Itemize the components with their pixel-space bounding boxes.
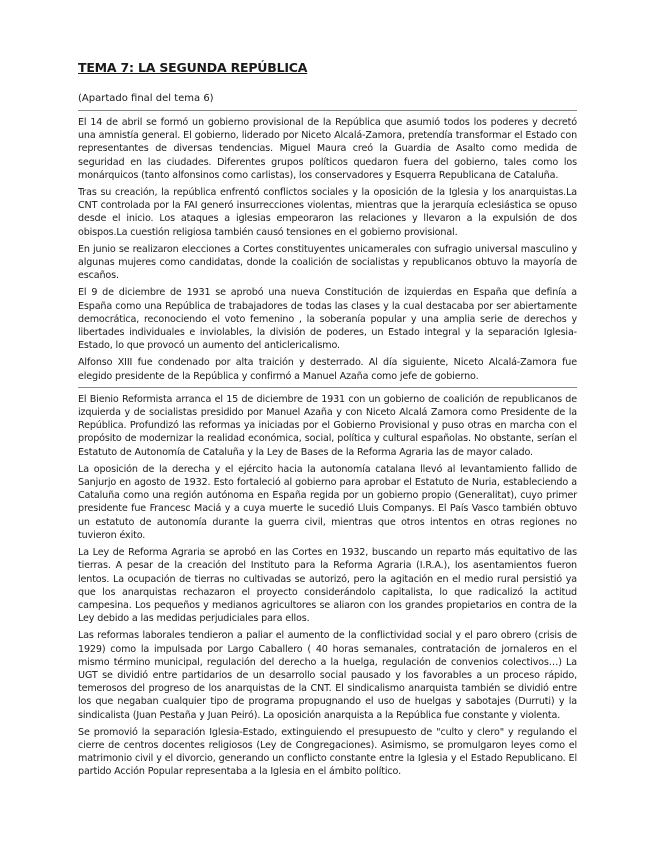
document-title: TEMA 7: LA SEGUNDA REPÚBLICA <box>78 60 308 75</box>
section-provisional-government <box>78 116 577 383</box>
paragraph: La oposición de la derecha y el ejército hacia la autonomía catalana llevó al levantamiento fallido de Sanjurjo en agosto de 1932. Esto fortaleció al gobierno para aprobar el Estatuto de Nuria, estableciendo a Cataluña como una región autónoma en España regida por un gobierno propio (Generalitat), cuyo primer presidente fue Francesc Maciá y a cuya muerte le sucedió Lluis Companys. El País Vasco también obtuvo un estatuto de autonomía durante la guerra civil, mientras que otros intentos en otras regiones no tuvieron éxito. <box>78 463 577 541</box>
section-divider <box>78 387 577 388</box>
paragraph: Alfonso XIII fue condenado por alta traición y desterrado. Al día siguiente, Niceto Alcalá-Zamora fue elegido presidente de la República y confirmó a Manuel Azaña como jefe de gobierno. <box>78 357 577 382</box>
paragraph: Las reformas laborales tendieron a paliar el aumento de la conflictividad social y el paro obrero (crisis de 1929) como la impulsada por Largo Caballero ( 40 horas semanales, contratación de jornaleros en el mismo término municipal, regulación del derecho a la huelga, regulación de convenios colectivos…) La UGT se dividió entre partidarios de un desarrollo social pausado y los favorables a un proceso rápido, temerosos del progreso de los anarquistas de la CNT. El sindicalismo anarquista también se dividió entre los que negaban cualquier tipo de programa propugnando el uso de huelgas y sabotajes (Durruti) y la sindicalista (Juan Pestaña y Juan Peiró). La oposición anarquista a la República fue constante y violenta. <box>78 630 577 721</box>
paragraph: Tras su creación, la república enfrentó conflictos sociales y la oposición de la Iglesia y los anarquistas.La CNT controlada por la FAI generó insurrecciones violentas, mientras que la jerarquía eclesiástica se opuso desde el inicio. Los ataques a iglesias empeoraron las relaciones y llevaron a la expulsión de dos obispos.La cuestión religiosa también causó tensiones en el gobierno provisional. <box>78 187 577 238</box>
paragraph: El 9 de diciembre de 1931 se aprobó una nueva Constitución de izquierdas en España que definía a España como una República de trabajadores de todas las clases y la cual destacaba por ser abiertamente democrática, reconociendo el voto femenino , la soberanía popular y una amplia serie de derechos y libertades individuales e inviolables, la división de poderes, un Estado integral y la separación Iglesia-Estado, lo que provocó un aumento del anticlericalismo. <box>78 287 577 352</box>
section-bienio-reformista <box>78 393 577 779</box>
paragraph: En junio se realizaron elecciones a Cortes constituyentes unicamerales con sufragio universal masculino y algunas mujeres como candidatas, donde la coalición de socialistas y republicanos obtuvo la mayoría de escaños. <box>78 243 577 282</box>
section-divider <box>78 110 577 111</box>
paragraph: El Bienio Reformista arranca el 15 de diciembre de 1931 con un gobierno de coalición de republicanos de izquierda y de socialistas presidido por Manuel Azaña y con Niceto Alcalá Zamora como Presidente de la República. Profundizó las reformas ya iniciadas por el Gobierno Provisional y puso otras en marcha con el propósito de modernizar la realidad económica, social, política y cultural españolas. No obstante, serían el Estatuto de Autonomía de Cataluña y la Ley de Bases de la Reforma Agraria las de mayor calado. <box>78 393 577 458</box>
paragraph: La Ley de Reforma Agraria se aprobó en las Cortes en 1932, buscando un reparto más equitativo de las tierras. A pesar de la creación del Instituto para la Reforma Agraria (I.R.A.), los asentamientos fueron lentos. La ocupación de tierras no cultivadas se autorizó, pero la agitación en el medio rural persistió ya que los anarquistas rechazaron el proyecto considerándolo capitalista, lo que radicalizó la actitud campesina. Los pequeños y medianos agricultores se aliaron con los grandes propietarios en contra de la Ley debido a las medidas perjudiciales para ellos. <box>78 547 577 625</box>
document-subtitle: (Apartado final del tema 6) <box>78 93 214 104</box>
paragraph: Se promovió la separación Iglesia-Estado, extinguiendo el presupuesto de "culto y clero" y regulando el cierre de centros docentes religiosos (Ley de Congregaciones). Asimismo, se promulgaron leyes como el matrimonio civil y el divorcio, generando un conflicto constante entre la Iglesia y el Estado Republicano. El partido Acción Popular representaba a la Iglesia en el ámbito político. <box>78 726 577 778</box>
paragraph: El 14 de abril se formó un gobierno provisional de la República que asumió todos los poderes y decretó una amnistía general. El gobierno, liderado por Niceto Alcalá-Zamora, pretendía transformar el Estado con representantes de diversas tendencias. Miguel Maura creó la Guardia de Asalto como medida de seguridad en las ciudades. Diferentes grupos políticos quedaron fuera del gobierno, tales como los monárquicos (tanto alfonsinos como carlistas), los conservadores y Esquerra Republicana de Cataluña. <box>78 117 577 181</box>
